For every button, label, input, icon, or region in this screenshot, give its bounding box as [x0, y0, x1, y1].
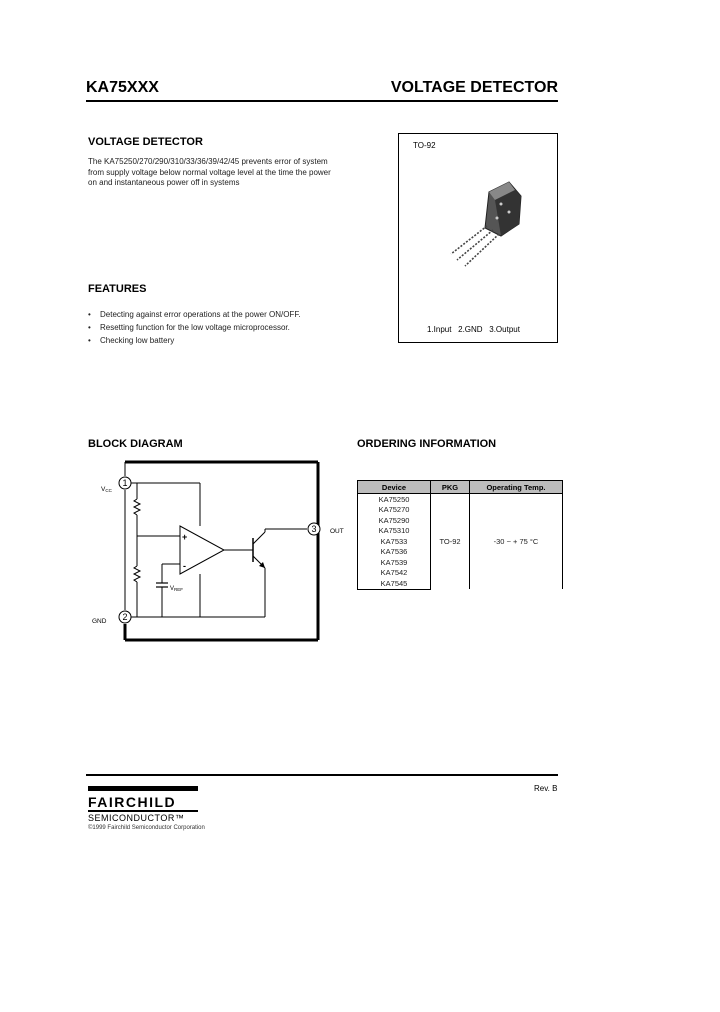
semiconductor-label: SEMICONDUCTOR™: [88, 813, 185, 823]
device-cell: KA75310: [358, 526, 431, 537]
description-line: The KA75250/270/290/310/33/36/39/42/45 prevents error of system: [88, 157, 328, 166]
pin1-label: 1: [122, 478, 128, 488]
feature-item: • Checking low battery: [88, 334, 388, 347]
device-cell: KA7536: [358, 547, 431, 558]
logo-bar-bottom: [88, 810, 198, 812]
document-title: VOLTAGE DETECTOR: [390, 79, 558, 96]
copyright: ©1999 Fairchild Semiconductor Corporation: [88, 825, 205, 831]
footer-rule: [86, 774, 558, 776]
package-box: [398, 133, 558, 343]
block-diagram-heading: BLOCK DIAGRAM: [88, 438, 183, 450]
description-heading: VOLTAGE DETECTOR: [88, 136, 203, 148]
device-cell: KA7542: [358, 568, 431, 579]
device-cell: KA7539: [358, 557, 431, 568]
revision-label: Rev. B: [534, 784, 558, 793]
ordering-heading: ORDERING INFORMATION: [357, 438, 497, 450]
pkg-cell: TO-92: [431, 494, 470, 590]
vref-label: VREF: [170, 586, 184, 592]
features-heading: FEATURES: [88, 283, 147, 295]
device-cell: KA7545: [358, 578, 431, 589]
column-header-device: Device: [358, 481, 431, 494]
vcc-label: VCC: [101, 486, 112, 493]
logo-bar-top: [88, 786, 198, 791]
device-cell: KA75270: [358, 505, 431, 516]
device-cell: KA75250: [358, 494, 431, 505]
pin3-label: 3: [311, 524, 317, 534]
feature-item: • Detecting against error operations at the power ON/OFF.: [88, 308, 388, 321]
opamp-plus: +: [182, 532, 188, 542]
block-diagram: [90, 456, 360, 646]
temp-cell: -30 ~ + 75 °C: [470, 494, 563, 590]
part-number: KA75XXX: [86, 79, 159, 96]
to92-package-image: [439, 174, 529, 274]
device-cell: KA75290: [358, 515, 431, 526]
pin-description: 1.Input 2.GND 3.Output: [427, 325, 520, 334]
gnd-label: GND: [92, 618, 107, 625]
description-line: on and instantaneous power off in systems: [88, 178, 240, 187]
pin2-label: 2: [122, 612, 128, 622]
fairchild-logo: FAIRCHILD: [88, 794, 177, 810]
features-list: [88, 308, 388, 347]
device-cell: KA7533: [358, 536, 431, 547]
ordering-table: [357, 480, 563, 590]
description-line: from supply voltage below normal voltage level at the time the power: [88, 167, 331, 177]
column-header-pkg: PKG: [431, 481, 470, 494]
header-rule: [86, 100, 558, 102]
description-text: [88, 157, 378, 189]
out-label: OUT: [330, 528, 344, 535]
column-header-temp: Operating Temp.: [470, 481, 563, 494]
opamp-minus: -: [183, 561, 186, 571]
feature-item: • Resetting function for the low voltage microprocessor.: [88, 321, 388, 334]
package-name: TO-92: [413, 141, 436, 150]
